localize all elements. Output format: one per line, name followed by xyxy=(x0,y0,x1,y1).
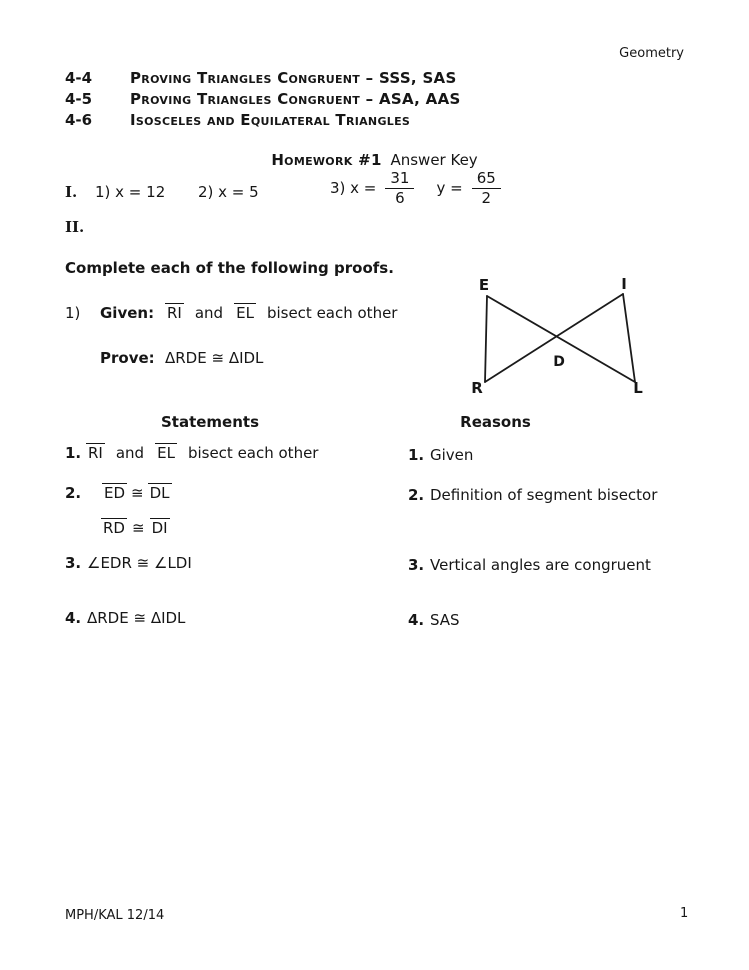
fraction-numerator: 31 xyxy=(385,170,414,189)
vertex-label-r: R xyxy=(471,379,483,397)
segment-el: EL xyxy=(157,444,175,462)
reason-text: Definition of segment bisector xyxy=(430,486,658,504)
section-number: 4-6 xyxy=(65,111,93,129)
segment-ri: RI xyxy=(167,304,182,322)
answer-3-lead: 3) x = xyxy=(330,179,377,197)
instructions: Complete each of the following proofs. xyxy=(65,259,394,277)
homework-title-caps: Homework #1 xyxy=(271,151,382,169)
vertex-label-e: E xyxy=(478,276,490,294)
prove-label: Prove: xyxy=(100,349,155,367)
segment-di: DI xyxy=(151,519,168,537)
reason-row-1 xyxy=(408,446,473,464)
statement-number: 3. xyxy=(65,554,82,572)
answer-1: 1) x = 12 xyxy=(95,183,166,201)
statements-header: Statements xyxy=(160,413,260,431)
reason-number: 3. xyxy=(408,556,425,574)
segment-dl: DL xyxy=(149,484,170,502)
answer-3-fraction-y xyxy=(472,170,501,206)
reasons-header: Reasons xyxy=(460,413,531,431)
prove-statement: ΔRDE ≅ ΔIDL xyxy=(165,349,264,367)
statement-row-2b xyxy=(101,518,170,537)
fraction-denominator: 6 xyxy=(395,188,405,207)
section-item xyxy=(65,69,457,87)
congruent-symbol: ≅ xyxy=(131,519,145,537)
footer-initials: MPH/KAL 12/14 xyxy=(65,908,165,923)
statement-row-1 xyxy=(65,443,318,462)
page-number: 1 xyxy=(680,906,689,921)
segment-el: EL xyxy=(236,304,254,322)
statement-text: ΔRDE ≅ ΔIDL xyxy=(87,609,186,627)
segment-ri: RI xyxy=(88,444,103,462)
reason-number: 1. xyxy=(408,446,425,464)
part-two-label: II. xyxy=(65,218,85,236)
vertex-label-d: D xyxy=(553,354,565,370)
course-label: Geometry xyxy=(619,46,684,61)
section-title: Proving Triangles Congruent – ASA, AAS xyxy=(130,90,461,108)
reason-text: Vertical angles are congruent xyxy=(430,556,651,574)
conjunction: and xyxy=(115,444,145,462)
section-title: Isosceles and Equilateral Triangles xyxy=(130,111,411,129)
statement-tail: bisect each other xyxy=(187,444,319,462)
statement-number: 1. xyxy=(65,444,82,462)
section-title: Proving Triangles Congruent – SSS, SAS xyxy=(130,69,457,87)
conjunction: and xyxy=(194,304,224,322)
congruent-symbol: ≅ xyxy=(131,484,144,502)
statement-number: 4. xyxy=(65,609,82,627)
bowtie-figure xyxy=(460,275,650,400)
answer-3-y-lead: y = xyxy=(436,179,463,197)
given-label: Given: xyxy=(100,304,155,322)
homework-title-rest: Answer Key xyxy=(390,151,478,169)
statement-row-4 xyxy=(65,609,185,627)
reason-row-3 xyxy=(408,556,651,574)
segment-rd: RD xyxy=(103,519,125,537)
problem-number: 1) xyxy=(65,304,81,322)
homework-title xyxy=(0,151,749,169)
given-line xyxy=(65,303,397,322)
section-number: 4-5 xyxy=(65,90,93,108)
section-item xyxy=(65,111,410,129)
answer-2: 2) x = 5 xyxy=(198,183,259,201)
statement-text: ∠EDR ≅ ∠LDI xyxy=(87,554,192,572)
statement-row-3 xyxy=(65,554,192,572)
reason-number: 4. xyxy=(408,611,425,629)
part-one-label: I. xyxy=(65,183,78,201)
section-number: 4-4 xyxy=(65,69,93,87)
vertex-label-l: L xyxy=(633,379,643,397)
vertex-label-i: I xyxy=(621,275,627,293)
answer-3-fraction-x xyxy=(385,170,414,206)
reason-row-4 xyxy=(408,611,460,629)
section-item xyxy=(65,90,461,108)
statement-row-2a xyxy=(65,483,172,502)
statement-number: 2. xyxy=(65,484,82,502)
segment-ed: ED xyxy=(104,484,126,502)
answer-3 xyxy=(330,170,501,206)
given-tail: bisect each other xyxy=(266,304,398,322)
reason-row-2 xyxy=(408,486,657,504)
prove-line xyxy=(100,349,263,367)
reason-text: Given xyxy=(430,446,474,464)
fraction-numerator: 65 xyxy=(472,170,501,189)
fraction-denominator: 2 xyxy=(481,188,492,207)
reason-text: SAS xyxy=(430,611,460,629)
reason-number: 2. xyxy=(408,486,425,504)
